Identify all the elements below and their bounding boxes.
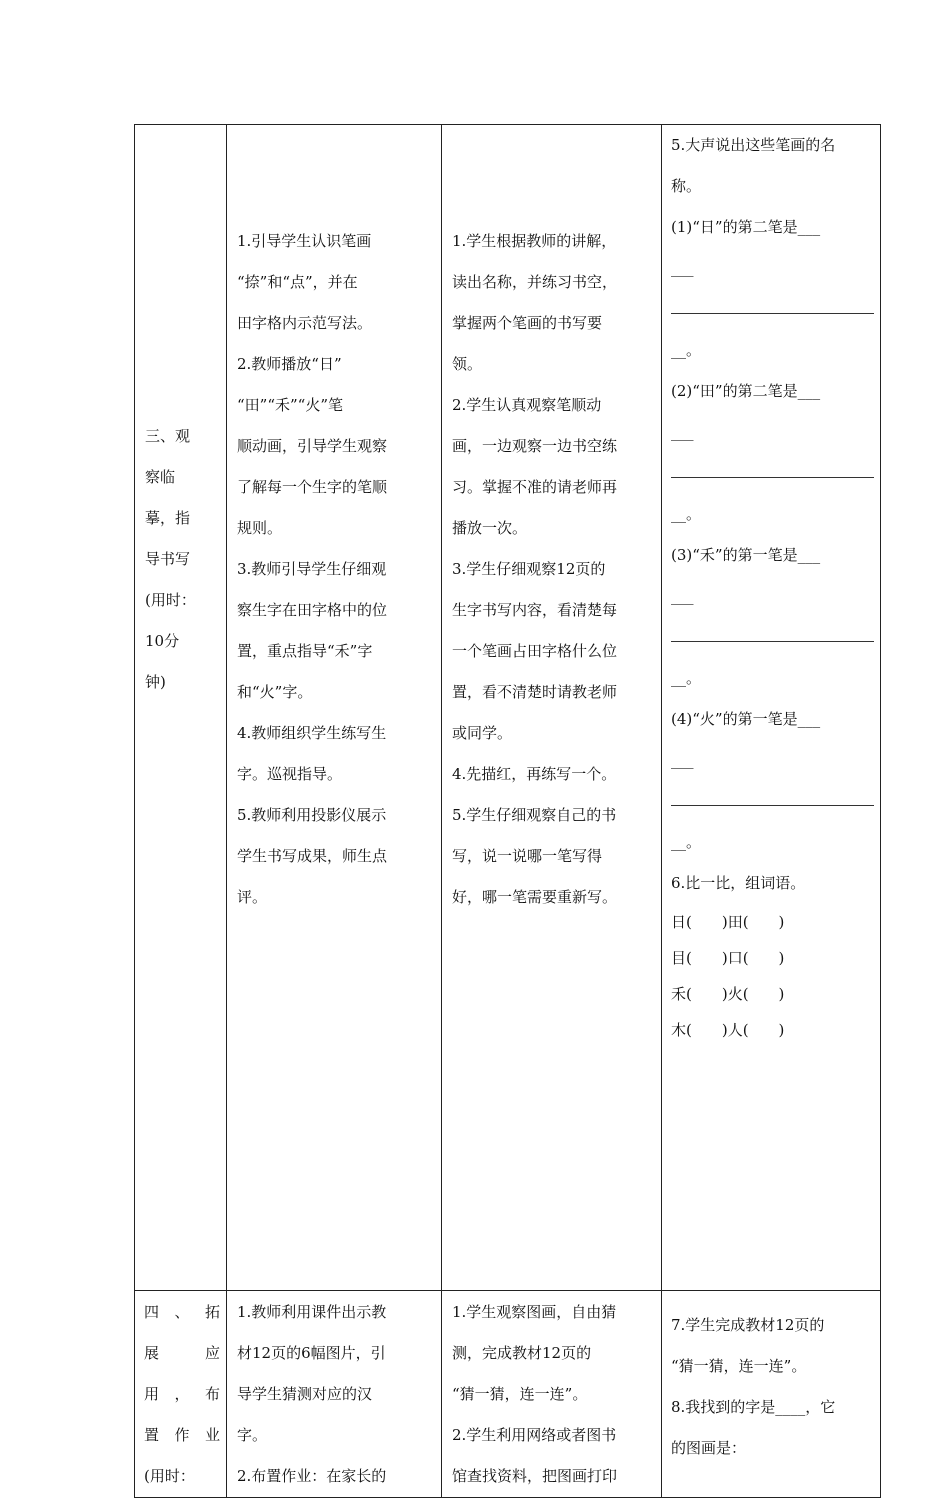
text-line: 田字格内示范写法。 [237, 314, 373, 332]
text-fragment: 拓 [204, 1303, 220, 1321]
text-line: 置，看不清楚时请教老师 [452, 683, 618, 701]
text-line: 1.引导学生认识笔画 [237, 232, 372, 250]
text-line [144, 1374, 220, 1415]
text-line: __。 [671, 341, 702, 359]
text-line: 称。 [671, 177, 702, 195]
student-activity-cell [442, 1291, 662, 1498]
text-line: 习。掌握不准的请老师再 [452, 478, 618, 496]
text-fragment: 2.布置作业：在家长的 [237, 1467, 387, 1485]
text-line: 好，哪一笔需要重新写。 [452, 888, 618, 906]
text-line: 察生字在田字格中的位 [237, 601, 388, 619]
text-line: 2.学生认真观察笔顺动 [452, 396, 602, 414]
text-line [144, 1415, 220, 1456]
text-fragment: 展 [144, 1344, 160, 1362]
text-line: 的图画是： [671, 1439, 747, 1457]
text-line: 置，重点指导“禾”字 [237, 642, 373, 660]
text-line: __。 [671, 669, 702, 687]
text-line: 读出名称，并练习书空， [452, 273, 618, 291]
text-line: 木( )人( ) [671, 1021, 785, 1039]
text-line: 4.教师组织学生练写生 [237, 724, 387, 742]
text-line: 7.学生完成教材12页的 [671, 1316, 825, 1334]
text-fragment: 应 [204, 1344, 220, 1362]
exercise-cell [662, 125, 881, 1291]
answer-blank-line [671, 617, 874, 658]
stage-cell [135, 125, 227, 1291]
text-line: 评。 [237, 888, 268, 906]
text-line: 5.大声说出这些笔画的名 [671, 136, 836, 154]
text-line [237, 1374, 433, 1415]
text-fragment: 测，完成教材12页的 [452, 1344, 592, 1362]
text-line [452, 1415, 653, 1456]
text-line: 2.教师播放“日” [237, 355, 342, 373]
table-row [135, 125, 881, 1291]
text-line [237, 1456, 433, 1497]
text-fragment: 四 [144, 1303, 160, 1321]
text-fragment: 馆查找资料，把图画打印 [452, 1467, 618, 1485]
text-line [452, 1292, 653, 1333]
text-line: “捺”和“点”，并在 [237, 273, 358, 291]
text-line: 或同学。 [452, 724, 513, 742]
text-line: 4.先描红，再练写一个。 [452, 765, 617, 783]
teacher-activity-cell [227, 1291, 442, 1498]
text-line: 了解每一个生字的笔顺 [237, 478, 388, 496]
stage-label [145, 416, 221, 703]
student-activity-cell [442, 125, 662, 1291]
text-line: 生字书写内容，看清楚每 [452, 601, 618, 619]
text-line: 顺动画，引导学生观察 [237, 437, 388, 455]
text-fragment: 用 [144, 1385, 160, 1403]
answer-blank-line [671, 289, 874, 330]
text-fragment: 字。 [237, 1426, 268, 1444]
text-line [237, 1292, 433, 1333]
text-line: 导书写 [145, 550, 191, 568]
text-line: ___ [671, 259, 694, 277]
text-line [452, 1456, 653, 1497]
text-fragment: 业 [204, 1426, 220, 1444]
text-line: 5.教师利用投影仪展示 [237, 806, 387, 824]
text-line: 规则。 [237, 519, 283, 537]
text-line: 钟) [145, 673, 166, 691]
exercise-text [671, 125, 874, 1048]
text-line: ___ [671, 587, 694, 605]
text-fragment: ， [174, 1385, 190, 1403]
text-line: 和“火”字。 [237, 683, 313, 701]
teacher-activity-cell [227, 125, 442, 1291]
text-line: 1.学生根据教师的讲解， [452, 232, 617, 250]
teacher-activity-text [237, 1292, 433, 1497]
text-line: __。 [671, 505, 702, 523]
answer-blank-line [671, 781, 874, 822]
text-line: 一个笔画占田字格什么位 [452, 642, 618, 660]
text-line: 3.教师引导学生仔细观 [237, 560, 387, 578]
text-line: 领。 [452, 355, 483, 373]
text-line: (用时： [145, 591, 196, 609]
teacher-activity-text [237, 221, 433, 918]
text-fragment: (用时： [144, 1467, 195, 1485]
text-fragment: “猜一猜，连一连”。 [452, 1385, 588, 1403]
text-line: 8.我找到的字是____，它 [671, 1398, 836, 1416]
text-line: 写，说一说哪一笔写得 [452, 847, 603, 865]
exercise-text [671, 1305, 874, 1469]
text-line: 6.比一比，组词语。 [671, 874, 806, 892]
text-line [144, 1292, 220, 1333]
text-line: (2)“田”的第二笔是___ [671, 382, 821, 400]
text-fragment: 材12页的6幅图片，引 [237, 1344, 386, 1362]
text-line: 3.学生仔细观察12页的 [452, 560, 606, 578]
text-line: 画，一边观察一边书空练 [452, 437, 618, 455]
lesson-plan-table [134, 124, 881, 1498]
text-line: ___ [671, 751, 694, 769]
text-fragment: 1.学生观察图画，自由猜 [452, 1303, 617, 1321]
text-line: 禾( )火( ) [671, 985, 785, 1003]
table-row [135, 1291, 881, 1498]
text-line [237, 1333, 433, 1374]
text-fragment: 1.教师利用课件出示教 [237, 1303, 387, 1321]
text-fragment: 2.学生利用网络或者图书 [452, 1426, 617, 1444]
text-line [452, 1374, 653, 1415]
text-line: (4)“火”的第一笔是___ [671, 710, 821, 728]
text-fragment: 置 [144, 1426, 160, 1444]
text-line: 10分 [145, 632, 180, 650]
stage-cell [135, 1291, 227, 1498]
text-line: 察临 [145, 468, 176, 486]
text-line: 目( )口( ) [671, 949, 785, 967]
text-line: 日( )田( ) [671, 913, 785, 931]
text-line [452, 1333, 653, 1374]
text-line: (3)“禾”的第一笔是___ [671, 546, 821, 564]
text-line [237, 1415, 433, 1456]
text-line: 学生书写成果，师生点 [237, 847, 388, 865]
text-line [144, 1333, 220, 1374]
text-line: (1)“日”的第二笔是___ [671, 218, 821, 236]
text-fragment: 、 [174, 1303, 190, 1321]
text-line: 播放一次。 [452, 519, 528, 537]
text-line: “猜一猜，连一连”。 [671, 1357, 807, 1375]
text-line: ___ [671, 423, 694, 441]
answer-blank-line [671, 453, 874, 494]
text-line: 三、观 [145, 427, 191, 445]
text-line [144, 1456, 220, 1497]
text-line: __。 [671, 833, 702, 851]
exercise-cell [662, 1291, 881, 1498]
text-line: 掌握两个笔画的书写要 [452, 314, 603, 332]
text-line: 字。巡视指导。 [237, 765, 343, 783]
student-activity-text [452, 221, 653, 918]
text-fragment: 导学生猜测对应的汉 [237, 1385, 373, 1403]
stage-label [144, 1292, 220, 1497]
text-line: “田”“禾”“火”笔 [237, 396, 344, 414]
text-line: 摹，指 [145, 509, 191, 527]
student-activity-text [452, 1292, 653, 1497]
text-fragment: 布 [204, 1385, 220, 1403]
text-line: 5.学生仔细观察自己的书 [452, 806, 617, 824]
text-fragment: 作 [174, 1426, 190, 1444]
